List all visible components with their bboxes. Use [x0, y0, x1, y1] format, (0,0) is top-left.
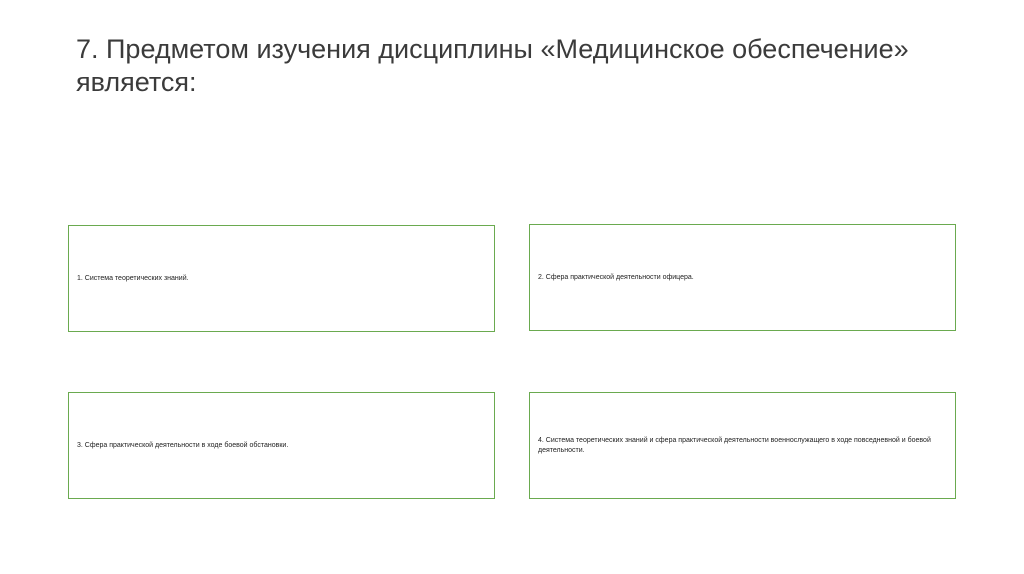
answer-option-1[interactable] [68, 225, 495, 332]
question-title: 7. Предметом изучения дисциплины «Медицинское обеспечение» является: [76, 34, 909, 97]
answer-option-1-text: 1. Система теоретических знаний. [77, 274, 189, 282]
answer-option-3[interactable] [68, 392, 495, 499]
answer-option-4[interactable] [529, 392, 956, 499]
answer-option-3-text: 3. Сфера практической деятельности в ходе боевой обстановки. [77, 441, 289, 449]
answer-option-2[interactable] [529, 224, 956, 331]
answer-option-2-text: 2. Сфера практической деятельности офицера. [538, 273, 694, 281]
answer-option-4-text: 4. Система теоретических знаний и сфера практической деятельности военнослужащего в ходе повседневной и боевой деятельности. [538, 436, 931, 454]
